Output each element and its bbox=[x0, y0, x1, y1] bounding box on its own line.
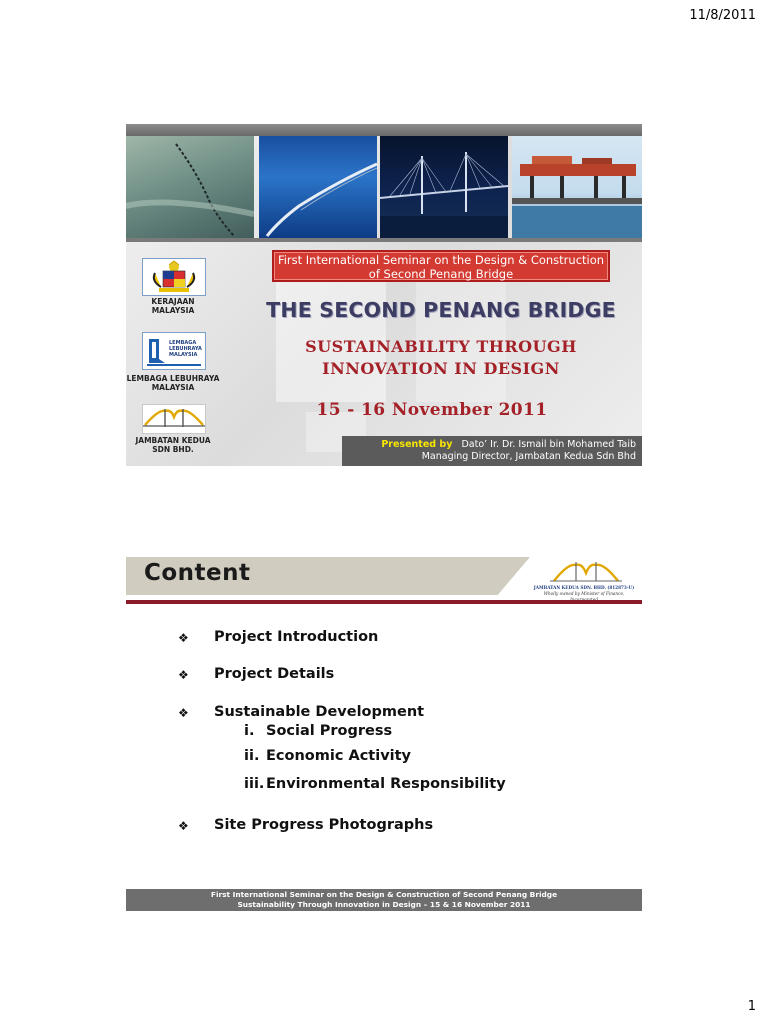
logo-text-line: JAMBATAN KEDUA SDN. BHD. (812873-U) bbox=[533, 585, 635, 590]
slide-main-title: THE SECOND PENANG BRIDGE bbox=[266, 298, 616, 322]
bullet-icon: ❖ bbox=[178, 706, 189, 720]
bullet-icon: ❖ bbox=[178, 819, 189, 833]
logo-text-line: Wholly owned by Minister of Finance, bbox=[543, 591, 625, 596]
presented-by-label: Presented by bbox=[381, 439, 453, 450]
sub-item-text: Environmental Responsibility bbox=[266, 776, 506, 792]
caption-line: KERAJAAN bbox=[151, 297, 195, 306]
sub-item-text: Social Progress bbox=[266, 723, 393, 739]
subtitle-line: INNOVATION IN DESIGN bbox=[322, 359, 560, 378]
sub-item-number: i. bbox=[244, 723, 255, 739]
bridge-construction-photo bbox=[512, 136, 642, 238]
sub-item-number: ii. bbox=[244, 748, 260, 764]
logo-text-line: MALAYSIA bbox=[169, 352, 198, 358]
caption-line: SDN BHD. bbox=[152, 445, 194, 454]
presenter-name: Dato’ Ir. Dr. Ismail bin Mohamed Taib bbox=[461, 439, 636, 450]
logo-caption-jambatan bbox=[134, 436, 212, 454]
title-slide-body bbox=[126, 242, 642, 466]
logo-caption-lembaga bbox=[126, 374, 220, 392]
caption-line: MALAYSIA bbox=[151, 306, 195, 315]
caption-line: LEMBAGA LEBUHRAYA bbox=[126, 374, 220, 383]
sub-item-number: iii. bbox=[244, 776, 265, 792]
slide-footer-bar bbox=[126, 889, 642, 911]
title-slide bbox=[126, 124, 642, 466]
list-item: Sustainable Development bbox=[214, 704, 425, 720]
footer-line: First International Seminar on the Design & Construction of Second Penang Bridge bbox=[210, 890, 558, 899]
seminar-line: First International Seminar on the Design & Construction bbox=[277, 253, 605, 267]
content-title: Content bbox=[144, 560, 251, 586]
list-item: Project Introduction bbox=[214, 629, 379, 645]
event-dates: 15 - 16 November 2011 bbox=[316, 400, 548, 420]
presenter-line bbox=[342, 439, 636, 451]
bridge-aerial-photo bbox=[126, 136, 254, 238]
bullet-icon: ❖ bbox=[178, 631, 189, 645]
seminar-line: of Second Penang Bridge bbox=[368, 267, 514, 281]
list-item: Project Details bbox=[214, 666, 335, 682]
page-number: 1 bbox=[747, 999, 756, 1014]
lembaga-lebuhraya-malaysia-logo bbox=[142, 332, 206, 370]
footer-line: Sustainability Through Innovation in Design – 15 & 16 November 2011 bbox=[237, 899, 531, 909]
jambatan-kedua-bridge-logo bbox=[142, 404, 206, 434]
caption-line: JAMBATAN KEDUA bbox=[135, 436, 211, 445]
slide-subtitle bbox=[266, 336, 616, 380]
header-rule bbox=[126, 600, 642, 604]
jambatan-kedua-bridge-logo bbox=[524, 557, 642, 601]
slide-top-bar bbox=[126, 124, 642, 136]
seminar-banner bbox=[272, 250, 610, 282]
bridge-night-rendering-photo bbox=[380, 136, 508, 238]
logo-text-line: LEMBAGA bbox=[169, 340, 197, 346]
list-item: Site Progress Photographs bbox=[214, 817, 434, 833]
bridge-rendering-sea-photo bbox=[259, 136, 377, 238]
logo-text-line: LEBUHRAYA bbox=[169, 346, 202, 352]
content-slide bbox=[126, 557, 642, 911]
print-date: 11/8/2011 bbox=[689, 8, 756, 23]
logo-text bbox=[169, 340, 202, 358]
malaysia-coat-of-arms-icon bbox=[142, 258, 206, 296]
logo-caption-kerajaan bbox=[134, 297, 212, 315]
presenter-bar bbox=[342, 436, 642, 466]
sub-item-text: Economic Activity bbox=[266, 748, 411, 764]
bullet-icon: ❖ bbox=[178, 668, 189, 682]
subtitle-line: SUSTAINABILITY THROUGH bbox=[305, 337, 577, 356]
caption-line: MALAYSIA bbox=[151, 383, 195, 392]
presenter-title: Managing Director, Jambatan Kedua Sdn Bhd bbox=[421, 451, 636, 462]
